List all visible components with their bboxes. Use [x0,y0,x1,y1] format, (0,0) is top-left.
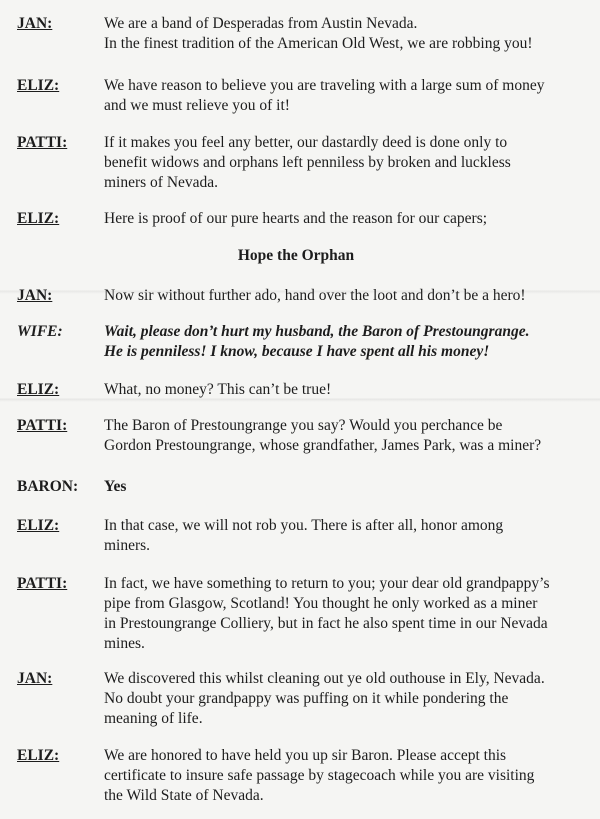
dialogue-line: Yes [104,478,127,495]
dialogue-line: pipe from Glasgow, Scotland! You thought he only worked as a miner [104,595,538,612]
dialogue-line: Now sir without further ado, hand over the loot and don’t be a hero! [104,287,526,304]
speaker-label: JAN: [17,15,53,32]
speaker-label: PATTI: [17,417,68,434]
dialogue-line: We are a band of Desperadas from Austin Nevada. [104,15,418,32]
dialogue-line: He is penniless! I know, because I have spent all his money! [104,343,490,360]
dialogue-line: miners. [104,537,151,554]
dialogue-line: We have reason to believe you are traveling with a large sum of money [104,77,545,94]
speaker-label: ELIZ: [17,517,60,534]
dialogue-line: certificate to insure safe passage by stagecoach while you are visiting [104,767,535,784]
dialogue-line: We are honored to have held you up sir Baron. Please accept this [104,747,507,764]
speaker-label: ELIZ: [17,381,60,398]
dialogue-line: Here is proof of our pure hearts and the reason for our capers; [104,210,488,227]
speaker-label: WIFE: [17,323,63,340]
speaker-label: JAN: [17,670,53,687]
speaker-label: PATTI: [17,575,68,592]
dialogue-line: meaning of life. [104,710,203,727]
speaker-label: PATTI: [17,134,68,151]
speaker-label: ELIZ: [17,210,60,227]
dialogue-line: in Prestoungrange Colliery, but in fact he also spent time in our Nevada [104,615,548,632]
dialogue-line: the Wild State of Nevada. [104,787,264,804]
dialogue-line: The Baron of Prestoungrange you say? Would you perchance be [104,417,503,434]
speaker-label: ELIZ: [17,77,60,94]
speaker-label: ELIZ: [17,747,60,764]
speaker-label: JAN: [17,287,53,304]
speaker-label: BARON: [17,478,79,495]
section-heading: Hope the Orphan [237,247,355,264]
dialogue-line: miners of Nevada. [104,174,219,191]
dialogue-line: We discovered this whilst cleaning out ye old outhouse in Ely, Nevada. [104,670,545,687]
dialogue-line: Gordon Prestoungrange, whose grandfather, James Park, was a miner? [104,437,542,454]
dialogue-line: benefit widows and orphans left penniless by broken and luckless [104,154,511,171]
dialogue-line: If it makes you feel any better, our dastardly deed is done only to [104,134,508,151]
dialogue-line: In fact, we have something to return to you; your dear old grandpappy’s [104,575,550,592]
dialogue-line: No doubt your grandpappy was puffing on it while pondering the [104,690,509,707]
dialogue-line: Wait, please don’t hurt my husband, the Baron of Prestoungrange. [104,323,530,340]
dialogue-line: mines. [104,635,145,652]
dialogue-line: In that case, we will not rob you. There is after all, honor among [104,517,504,534]
dialogue-line: What, no money? This can’t be true! [104,381,332,398]
dialogue-line: and we must relieve you of it! [104,97,290,114]
dialogue-line: In the finest tradition of the American Old West, we are robbing you! [104,35,533,52]
